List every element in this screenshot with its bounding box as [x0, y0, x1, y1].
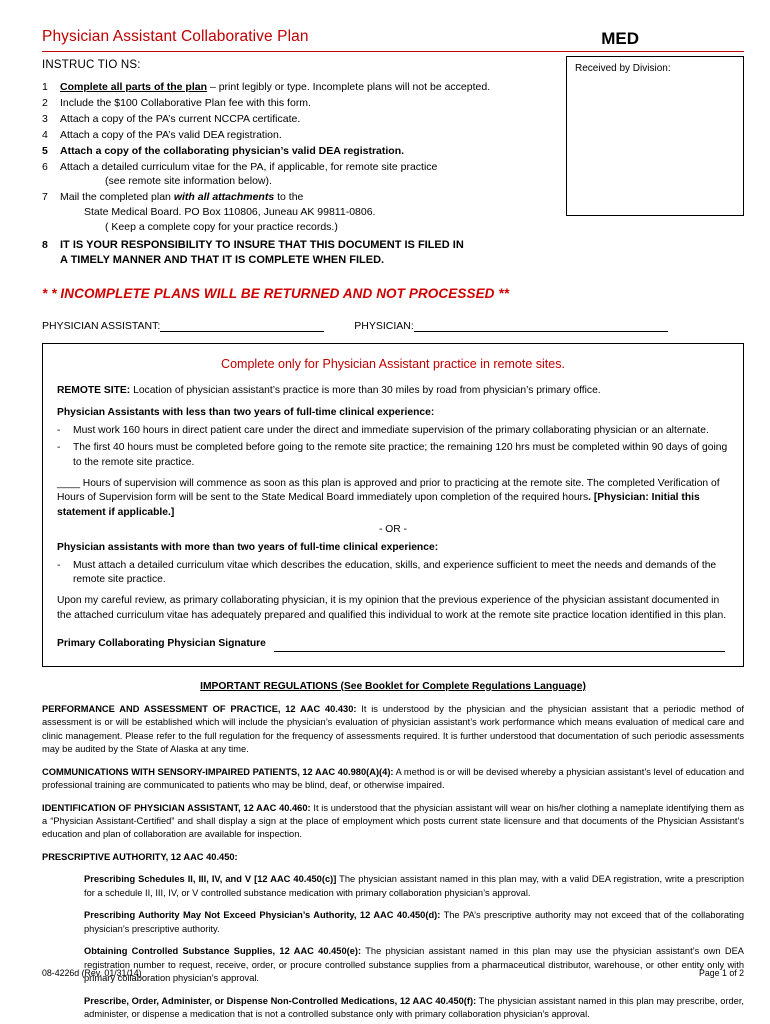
received-by-division-label: Received by Division: [575, 63, 671, 74]
regulation-sub-text: The physician assistant named in this plan may, with a valid DEA registration, write a prescription for a schedule II, III, IV, or V controlled substance medication with primary collaboration physician’s approval. [84, 874, 744, 898]
bullet-dash: - [57, 559, 61, 571]
primary-collaborating-physician-signature-label: Primary Collaborating Physician Signature [57, 638, 266, 650]
regulation-sub-title: Prescribing Schedules II, III, IV, and V [12 AAC 40.450(c)] [84, 874, 337, 885]
instruction-6-main: Attach a detailed curriculum vitae for the PA, if applicable, for remote site practice [60, 160, 438, 173]
less-than-two-years-heading [57, 406, 729, 421]
instruction-item-5 [42, 144, 542, 159]
primary-collaborating-physician-signature-row [57, 637, 729, 652]
regulation-sub-title: Prescribing Authority May Not Exceed Physician’s Authority, 12 AAC 40.450(d): [84, 910, 441, 921]
regulation-block-communications [42, 766, 744, 793]
instruction-7-note: ( Keep a complete copy for your practice records.) [105, 221, 338, 234]
regulation-title: PERFORMANCE AND ASSESSMENT OF PRACTICE, 12 AAC 40.430: [42, 703, 357, 714]
regulation-sub-title: Obtaining Controlled Substance Supplies, 12 AAC 40.450(e): [84, 946, 362, 957]
instruction-7-emphasis: with all attachments [173, 191, 275, 204]
received-by-division-box [566, 56, 744, 216]
physician-assistant-label: PHYSICIAN ASSISTANT: [42, 319, 161, 332]
supervision-paragraph [57, 477, 729, 521]
instruction-number: 1 [42, 81, 48, 93]
instruction-item-6 [42, 160, 542, 190]
bullet-text: Must work 160 hours in direct patient care under the direct and immediate supervision of the primary collaborating physician or an alternate. [73, 424, 709, 436]
bullet-text: The first 40 hours must be completed before going to the remote site practice; the remaining 120 hrs must be completed within 90 days of going to the remote site practice. [73, 442, 728, 469]
instruction-item-2 [42, 96, 542, 111]
instruction-text: Include the $100 Collaborative Plan fee with this form. [60, 96, 311, 109]
more-than-two-years-colon: : [434, 542, 439, 554]
regulation-block-identification [42, 802, 744, 842]
remote-site-section [42, 343, 744, 667]
remote-site-label: REMOTE SITE: [57, 384, 131, 396]
page-footer [42, 968, 744, 978]
instruction-item-4 [42, 128, 542, 143]
regulation-block-performance [42, 703, 744, 757]
instructions-list [42, 80, 542, 269]
regulation-sub-prescribing-schedules [84, 873, 744, 900]
form-number: 08-4226d (Rev. 01/31/14) [42, 968, 142, 978]
regulation-sub-non-controlled-medications [84, 995, 744, 1022]
remote-site-definition [57, 384, 729, 399]
important-regulations-heading: IMPORTANT REGULATIONS (See Booklet for Complete Regulations Language) [200, 680, 586, 692]
or-separator: - OR - [378, 524, 408, 536]
instruction-number: 8 [42, 239, 48, 252]
instruction-7-post: to the [274, 191, 304, 204]
regulation-title: COMMUNICATIONS WITH SENSORY-IMPAIRED PATIENTS, 12 AAC 40.980(A)(4): [42, 766, 394, 777]
instruction-item-7 [42, 190, 542, 235]
supervision-paragraph-text: ____ Hours of supervision will commence as soon as this plan is approved and prior to practicing at the remote site. The completed Verification of Hours of Supervision form will be sent to the State Medical Board immediately upon completion of the required hours [57, 477, 720, 504]
instruction-text: Attach a copy of the PA’s valid DEA registration. [60, 128, 282, 141]
bullet-item [57, 424, 729, 439]
instruction-1-rest: – print legibly or type. Incomplete plans will not be accepted. [207, 81, 491, 93]
signature-line-row [42, 320, 744, 332]
instruction-6-sub: (see remote site information below). [105, 175, 272, 188]
instruction-number: 3 [42, 112, 48, 125]
instruction-number: 6 [42, 160, 48, 173]
instruction-7-main [60, 190, 542, 205]
regulation-text: It is understood that the physician assistant will wear on his/her clothing a nameplate identifying them as a “Physician Assistant-Certified” and shall display a sign at the place of employment which posts current state licensure and that documents of the Physician Assistant’s education and plan of collaboration are available for inspection. [42, 802, 744, 840]
instruction-number: 4 [42, 128, 48, 141]
instruction-text: Attach a copy of the collaborating physician’s valid DEA registration. [60, 144, 405, 157]
regulation-sub-not-exceed-authority [84, 909, 744, 936]
remote-site-text: Location of physician assistant’s practice is more than 30 miles by road from physician’s primary office. [130, 384, 601, 396]
regulation-sub-controlled-substance-supplies [84, 945, 744, 985]
instruction-1-emphasis: Complete all parts of the plan [60, 81, 208, 93]
regulation-text: A method is or will be devised whereby a physician assistant’s level of education and professional training are communicated to patients who may be blind, deaf, or otherwise impaired. [42, 766, 745, 791]
remote-site-title: Complete only for Physician Assistant practice in remote sites. [221, 356, 565, 371]
instruction-text [60, 238, 542, 269]
regulation-sub-text: The physician assistant named in this plan may use the physician assistant’s own DEA registration number to request, receive, order, or procure controlled substance supplies from a pharmaceutical distributor, warehouse, or other entity only with primary collaboration physician’s approval. [84, 946, 745, 984]
bullet-item [57, 441, 729, 470]
title-divider [42, 51, 744, 52]
bullet-dash: - [57, 424, 61, 436]
instruction-item-8 [42, 238, 542, 269]
instruction-number: 2 [42, 96, 48, 109]
page-title: Physician Assistant Collaborative Plan [42, 28, 309, 45]
instruction-7-pre: Mail the completed plan [60, 191, 174, 204]
instruction-7-address: State Medical Board. PO Box 110806, Juneau AK 99811-0806. [84, 206, 376, 219]
instruction-item-1 [42, 80, 542, 95]
incomplete-plans-warning: * * INCOMPLETE PLANS WILL BE RETURNED AND NOT PROCESSED ** [42, 285, 510, 301]
bullet-dash: - [57, 442, 61, 454]
document-header [42, 28, 744, 49]
physician-assistant-signature-field[interactable] [160, 320, 324, 332]
less-than-two-years-heading-text: Physician Assistants with less than two years of full-time clinical experience [57, 407, 431, 419]
bullet-text: Must attach a detailed curriculum vitae which describes the education, skills, and experience sufficient to meet the needs and demands of the remote site practice. [73, 559, 717, 586]
instruction-text [60, 80, 542, 95]
regulation-sub-text: The PA’s prescriptive authority may not exceed that of the collaborating physician’s prescriptive authority. [84, 910, 744, 934]
more-than-two-years-heading-text: Physician assistants with more than two years of full-time clinical experience [57, 542, 435, 554]
more-than-two-years-heading [57, 541, 729, 556]
physician-signature-field[interactable] [414, 320, 668, 332]
instruction-text [60, 160, 542, 190]
instruction-8-line2: A TIMELY MANNER AND THAT IT IS COMPLETE WHEN FILED. [60, 254, 385, 267]
instruction-text [60, 190, 542, 235]
instruction-number: 5 [42, 144, 48, 157]
instruction-number: 7 [42, 191, 48, 204]
instruction-item-3 [42, 112, 542, 127]
instruction-text: Attach a copy of the PA’s current NCCPA certificate. [60, 112, 301, 125]
regulation-title: PRESCRIPTIVE AUTHORITY, 12 AAC 40.450: [42, 851, 238, 862]
regulation-title: IDENTIFICATION OF PHYSICIAN ASSISTANT, 12 AAC 40.460: [42, 802, 311, 813]
instruction-8-line1: IT IS YOUR RESPONSIBILITY TO INSURE THAT THIS DOCUMENT IS FILED IN [60, 239, 464, 252]
closing-paragraph: Upon my careful review, as primary collaborating physician, it is my opinion that the previous experience of the physician assistant documented in the attached curriculum vitae has adequately prepared and qualified this individual to work at the remote site practice location identified in this plan. [57, 594, 727, 621]
regulation-sub-text: The physician assistant named in this plan may prescribe, order, administer, or dispense a medication that is not a controlled substance only with primary collaboration physician’s approval. [84, 995, 744, 1020]
page-number: Page 1 of 2 [699, 968, 744, 978]
physician-initial-instruction: . [Physician: Initial this statement if applicable.] [57, 492, 700, 518]
primary-collaborating-physician-signature-field[interactable] [274, 640, 725, 652]
regulation-text: It is understood by the physician and the physician assistant that a periodic method of assessment is or will be established which will include the physician’s evaluation of physician assistant’s work performance which means evaluation of medical care and clinic management. Please refer to the full regulation for the frequency of assessments required. It is further understood that documentation of such periodic assessments may be audited by the State of Alaska at any time. [42, 703, 744, 755]
med-label: MED [601, 29, 639, 48]
bullet-item [57, 559, 729, 588]
instructions-heading: INSTRUC TIO NS: [42, 59, 141, 71]
regulation-block-prescriptive-authority [42, 851, 744, 864]
less-than-two-years-colon: : [430, 407, 435, 419]
physician-label: PHYSICIAN: [354, 319, 414, 332]
regulation-sub-title: Prescribe, Order, Administer, or Dispense Non-Controlled Medications, 12 AAC 40.450(f): [84, 995, 477, 1006]
